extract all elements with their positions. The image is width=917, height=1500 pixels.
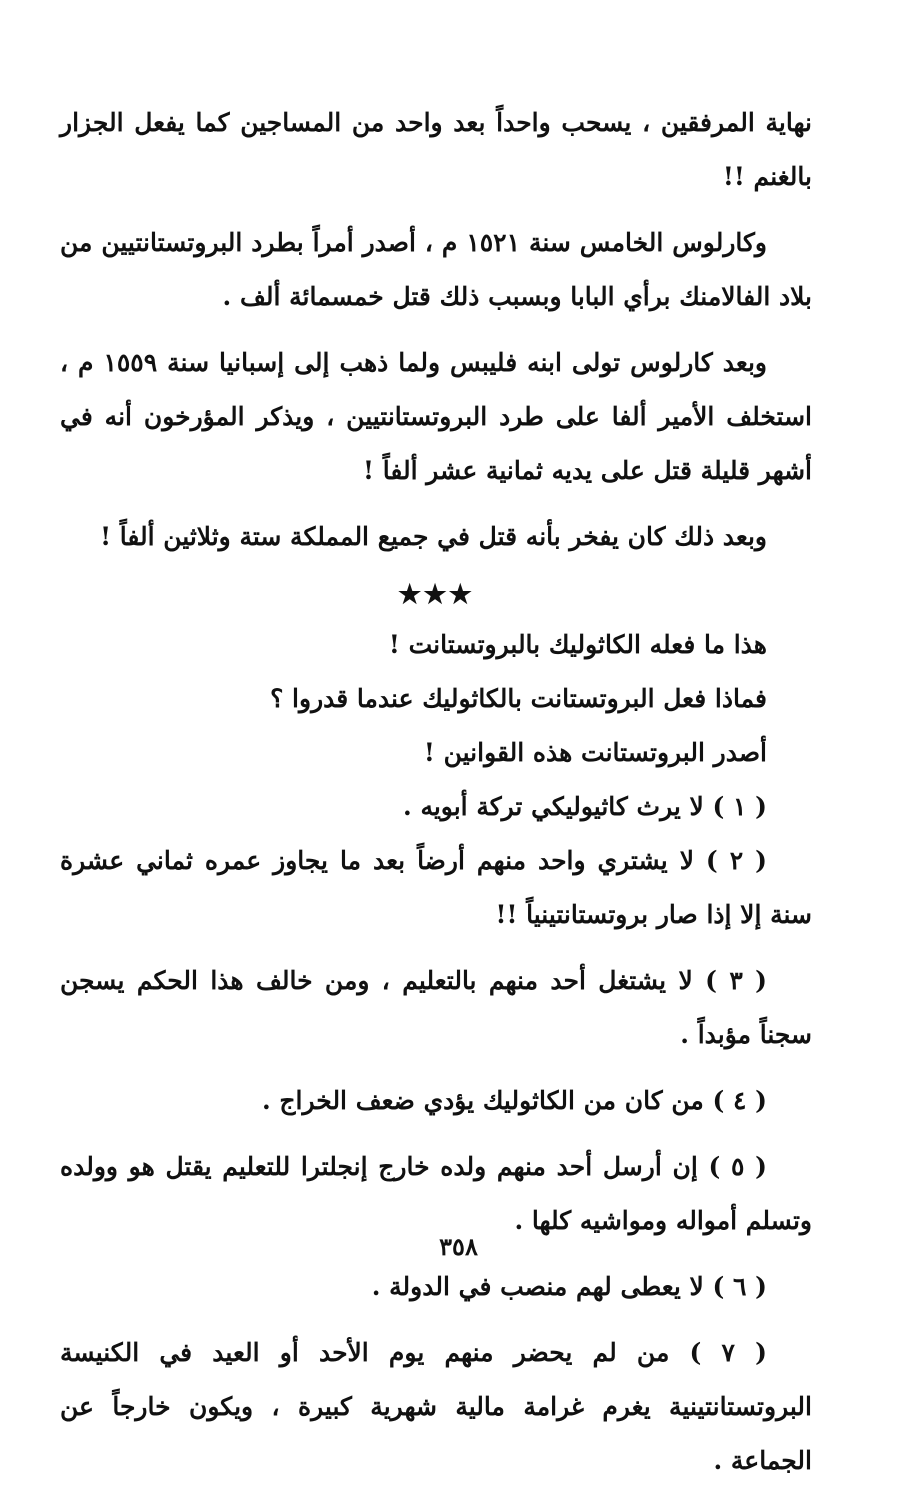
- law-7: ( ٧ ) من لم يحضر منهم يوم الأحد أو العيد في الكنيسة البروتستانتينية يغرم غرامة مالية شهرية كبيرة ، ويكون خارجاً عن الجماعة .: [60, 1338, 812, 1475]
- law-2: ( ٢ ) لا يشتري واحد منهم أرضاً بعد ما يجاوز عمره ثماني عشرة سنة إلا إذا صار بروتستانتينياً !!: [60, 846, 812, 929]
- law-3: ( ٣ ) لا يشتغل أحد منهم بالتعليم ، ومن خالف هذا الحكم يسجن سجناً مؤبداً .: [60, 966, 812, 1049]
- paragraph-4: وبعد ذلك كان يفخر بأنه قتل في جميع المملكة ستة وثلاثين ألفاً !: [100, 522, 767, 551]
- paragraph-1: نهاية المرفقين ، يسحب واحداً بعد واحد من المساجين كما يفعل الجزار بالغنم !!: [60, 108, 812, 191]
- page-number: ٣٥٨: [439, 1232, 478, 1261]
- section-divider-stars: ★★★: [398, 580, 474, 610]
- line-2: فماذا فعل البروتستانت بالكاثوليك عندما قدروا ؟: [270, 684, 767, 713]
- page-body: [60, 96, 812, 1500]
- line-3: أصدر البروتستانت هذه القوانين !: [423, 738, 767, 767]
- paragraph-2: وكارلوس الخامس سنة ١٥٢١ م ، أصدر أمراً بطرد البروتستانتيين من بلاد الفالامنك برأي البابا وبسبب ذلك قتل خمسمائة ألف .: [60, 228, 812, 311]
- law-1: ( ١ ) لا يرث كاثيوليكي تركة أبويه .: [403, 792, 767, 821]
- law-4: ( ٤ ) من كان من الكاثوليك يؤدي ضعف الخراج .: [262, 1086, 767, 1115]
- law-6: ( ٦ ) لا يعطى لهم منصب في الدولة .: [371, 1272, 767, 1301]
- line-1: هذا ما فعله الكاثوليك بالبروتستانت !: [388, 630, 767, 659]
- law-5: ( ٥ ) إن أرسل أحد منهم ولده خارج إنجلترا للتعليم يقتل هو وولده وتسلم أمواله ومواشيه كلها .: [60, 1152, 812, 1235]
- paragraph-3: وبعد كارلوس تولى ابنه فليبس ولما ذهب إلى إسبانيا سنة ١٥٥٩ م ، استخلف الأمير ألفا على طرد البروتستانتيين ، ويذكر المؤرخون أنه في أشهر قليلة قتل على يديه ثمانية عشر ألفاً !: [60, 348, 812, 485]
